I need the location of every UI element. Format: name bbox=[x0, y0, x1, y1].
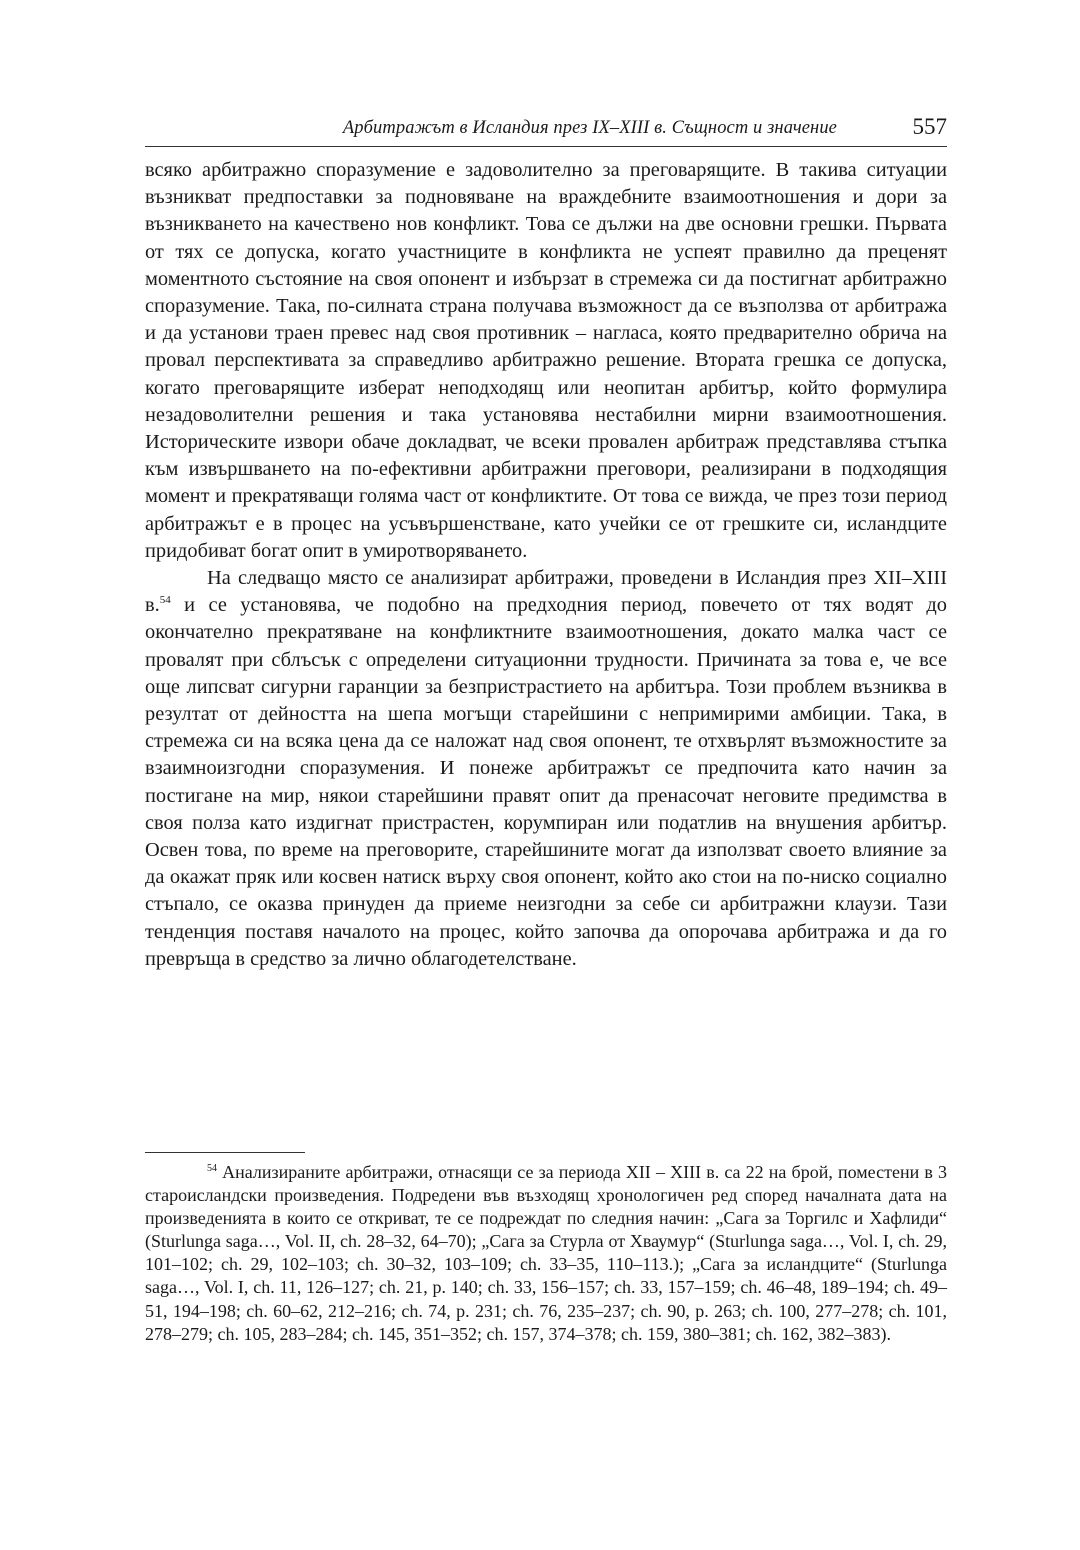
paragraph-1: всяко арбитражно споразумение е задоволително за преговарящите. В такива ситуации възникват предпоставки за подновяване на враждебните взаимоотношения и дори за възникването на качествено нов конфликт. Това се дължи на две основни грешки. Първата от тях се допуска, когато участниците в конфликта не успеят правилно да преценят моментното състояние на своя опонент и избързат в стремежа си да постигнат арбитражно споразумение. Така, по-силната страна получава възможност да се възползва от арбитража и да установи траен превес над своя противник – нагласа, която предварително обрича на провал перспективата за справедливо арбитражно решение. Втората грешка се допуска, когато преговарящите изберат неподходящ или неопитан арбитър, който формулира незадоволителни решения и така установява нестабилни мирни взаимоотношения. Историческите извори обаче докладват, че всеки провален арбитраж представлява стъпка към извършването на по-ефективни арбитражни преговори, реализирани в подходящия момент и прекратяващи голяма част от конфликтите. От това се вижда, че през този период арбитражът е в процес на усъвършенстване, като учейки се от грешките си, исландците придобиват богат опит в умиротворяването. bbox=[145, 159, 947, 562]
footnote-number: 54 bbox=[207, 1163, 217, 1174]
footnote-reference[interactable]: 54 bbox=[159, 594, 171, 607]
main-text bbox=[145, 157, 947, 973]
paragraph-2-start: На следващо място се анализират арбитражи, проведени в Исландия през XII–XIII в. bbox=[145, 567, 947, 617]
running-header bbox=[145, 112, 947, 147]
paragraph-2 bbox=[145, 565, 947, 973]
page-number: 557 bbox=[912, 114, 947, 139]
running-title: Арбитражът в Исландия през IX–XIII в. Същност и значение bbox=[342, 118, 837, 138]
footnote bbox=[145, 1161, 947, 1346]
footnote-divider bbox=[145, 1152, 305, 1153]
paragraph-2-rest: и се установява, че подобно на предходния период, повечето от тях водят до окончателно прекратяване на конфликтните взаимоотношения, докато малка част се провалят при сблъсък с определени ситуационни трудности. Причината за това е, че все още липсват сигурни гаранции за безпристрастието на арбитъра. Този проблем възниква в резултат от дейността на шепа могъщи старейшини с непримирими амбиции. Така, в стремежа си на всяка цена да се наложат над своя опонент, те отхвърлят възможностите за взаимноизгодни споразумения. И понеже арбитражът се предпочита като начин за постигане на мир, някои старейшини правят опит да пренасочат неговите предимства в своя полза като издигнат пристрастен, корумпиран или податлив на внушения арбитър. Освен това, по време на преговорите, старейшините могат да използват своето влияние за да окажат пряк или косвен натиск върху своя опонент, който ако стои на по-ниско социално стъпало, се оказва принуден да приеме неизгодни за себе си арбитражни клаузи. Тази тенденция поставя началото на процес, който започва да опорочава арбитража и да го превръща в средство за лично облагодетелстване. bbox=[145, 594, 947, 970]
footnote-text: Анализираните арбитражи, отнасящи се за периода XII – XIII в. са 22 на брой, поместени в 3 староисландски произведения. Подредени във възходящ хронологичен ред според началната дата на произведенията в които се откриват, те се подреждат по следния начин: „Сага за Торгилс и Хафлиди“ (Sturlunga saga…, Vol. II, ch. 28–32, 64–70); „Сага за Стурла от Хваумур“ (Sturlunga saga…, Vol. I, ch. 29, 101–102; ch. 29, 102–103; ch. 30–32, 103–109; ch. 33–35, 110–113.); „Сага за исландците“ (Sturlunga saga…, Vol. I, ch. 11, 126–127; ch. 21, p. 140; ch. 33, 156–157; ch. 33, 157–159; ch. 46–48, 189–194; ch. 49–51, 194–198; ch. 60–62, 212–216; ch. 74, p. 231; ch. 76, 235–237; ch. 90, p. 263; ch. 100, 277–278; ch. 101, 278–279; ch. 105, 283–284; ch. 145, 351–352; ch. 157, 374–378; ch. 159, 380–381; ch. 162, 382–383). bbox=[145, 1162, 947, 1344]
